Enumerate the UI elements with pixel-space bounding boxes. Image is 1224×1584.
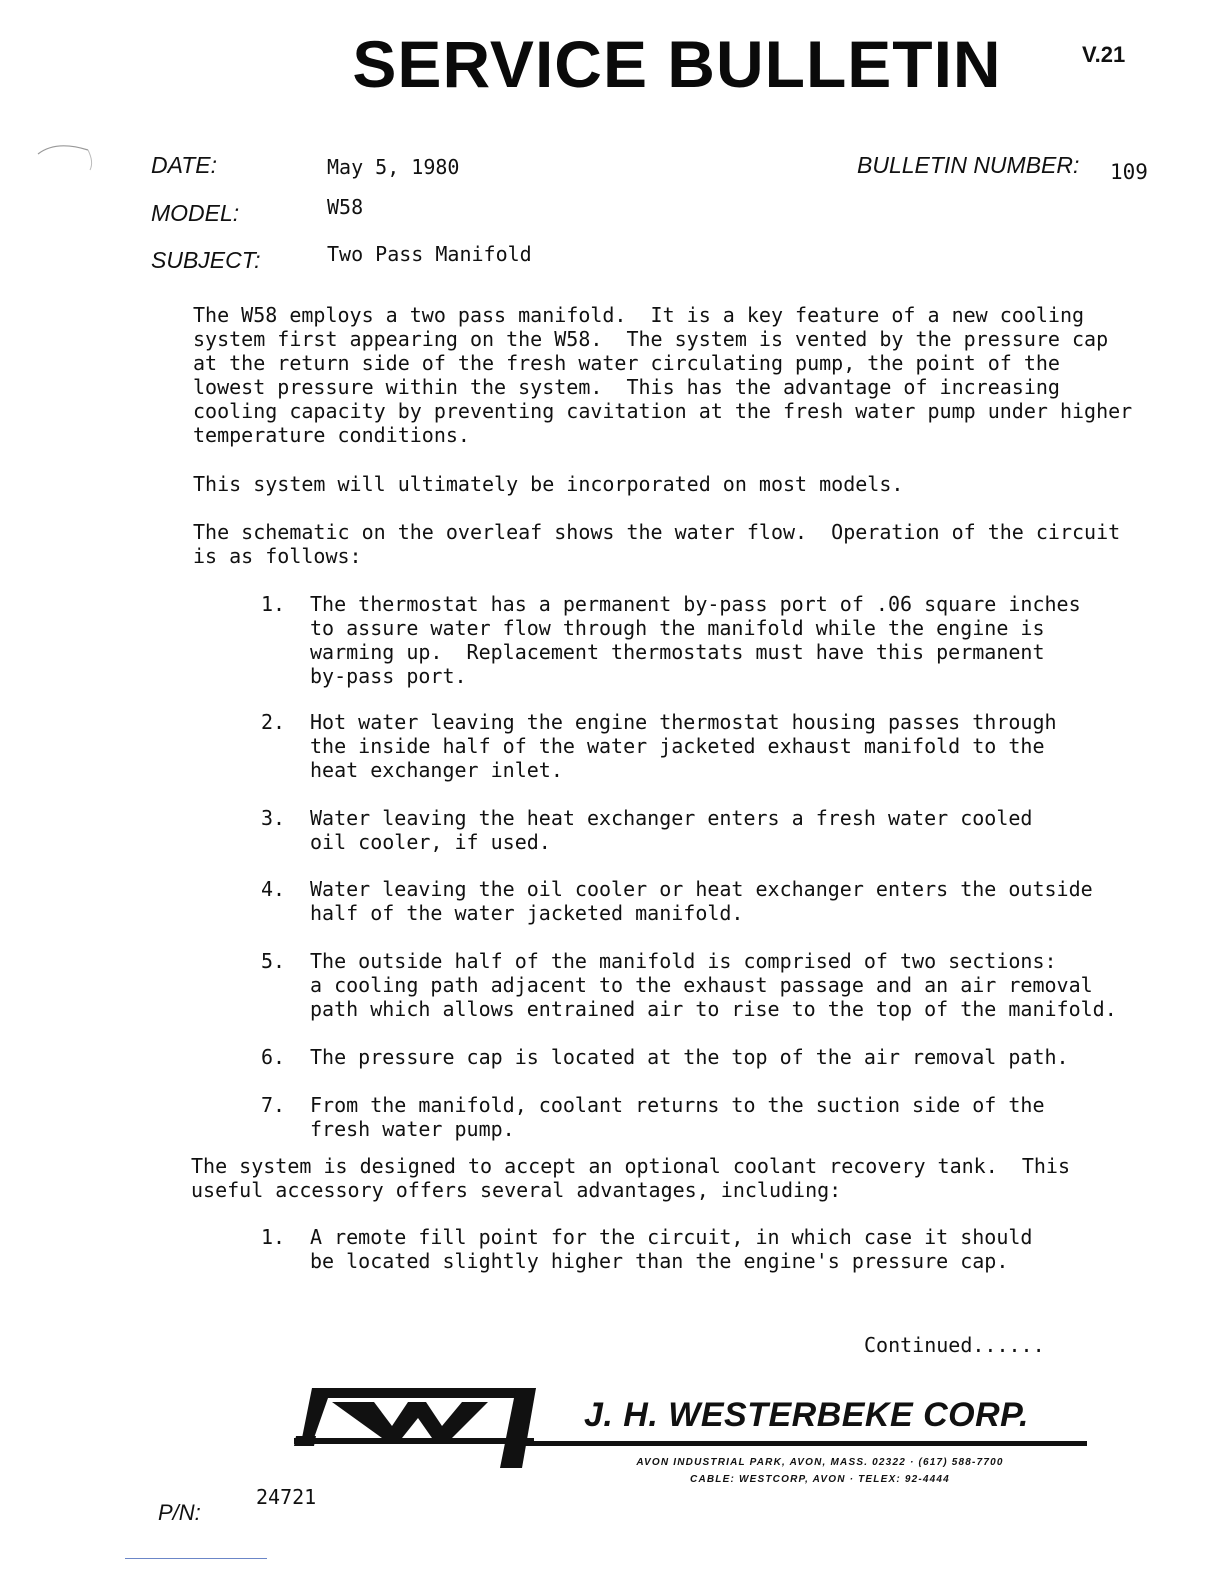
schematic-paragraph: The schematic on the overleaf shows the water flow. Operation of the circuit is as follows:	[193, 520, 1121, 568]
hole-punch-mark	[36, 138, 96, 198]
version-label: V.21	[1082, 42, 1126, 67]
part-number-value: 24721	[256, 1485, 317, 1509]
company-name: J. H. WESTERBEKE CORP.	[584, 1396, 1029, 1434]
continued-note: Continued......	[864, 1333, 1045, 1357]
list-item-text: Water leaving the oil cooler or heat exchanger enters the outside half of the water jacketed manifold.	[310, 877, 1093, 925]
list-item-number: 3.	[261, 806, 286, 830]
page-edge-line	[125, 1558, 267, 1559]
list-item-number: 1.	[261, 592, 286, 616]
list-item-number: 4.	[261, 877, 286, 901]
subject-label: SUBJECT:	[151, 247, 261, 273]
list-item-text: A remote fill point for the circuit, in which case it should be located slightly higher than the engine's pressure cap.	[310, 1225, 1033, 1273]
list-item-text: The pressure cap is located at the top of the air removal path.	[310, 1045, 1069, 1069]
company-address: AVON INDUSTRIAL PARK, AVON, MASS. 02322 · (617) 588-7700	[636, 1457, 1004, 1468]
model-label: MODEL:	[151, 200, 240, 226]
bulletin-number-label: BULLETIN NUMBER:	[857, 152, 1080, 178]
list-item-text: Hot water leaving the engine thermostat housing passes through the inside half of the water jacketed exhaust manifold to the heat exchanger inlet.	[310, 710, 1057, 782]
model-value: W58	[327, 195, 364, 219]
list-item-number: 7.	[261, 1093, 286, 1117]
part-number-label: P/N:	[158, 1500, 201, 1525]
recovery-paragraph: The system is designed to accept an optional coolant recovery tank. This useful accessory offers several advantages, including:	[191, 1154, 1070, 1202]
intro-paragraph: The W58 employs a two pass manifold. It is a key feature of a new cooling system first appearing on the W58. The system is vented by the pressure cap at the return side of the fresh water circulating pump, the point of the lowest pressure within the system. This has the advantage of increasing cooling capacity by preventing cavitation at the fresh water pump under higher temperature conditions.	[193, 303, 1133, 447]
list-item-text: The outside half of the manifold is comprised of two sections: a cooling path adjacent to the exhaust passage and an air removal path which allows entrained air to rise to the top of the manifold.	[310, 949, 1117, 1021]
date-value: May 5, 1980	[327, 155, 460, 179]
list-item-text: The thermostat has a permanent by-pass port of .06 square inches to assure water flow through the manifold while the engine is warming up. Replacement thermostats must have this permanent by-pass port.	[310, 592, 1081, 688]
list-item-text: Water leaving the heat exchanger enters a fresh water cooled oil cooler, if used.	[310, 806, 1033, 854]
list-item-number: 2.	[261, 710, 286, 734]
date-label: DATE:	[151, 152, 218, 178]
list-item-number: 5.	[261, 949, 286, 973]
list-item-number: 6.	[261, 1045, 286, 1069]
bulletin-number-value: 109	[1110, 160, 1148, 184]
list-item-text: From the manifold, coolant returns to the suction side of the fresh water pump.	[310, 1093, 1045, 1141]
company-contact: CABLE: WESTCORP, AVON · TELEX: 92-4444	[690, 1474, 950, 1485]
footer-divider	[515, 1441, 1087, 1446]
list-item-number: 1.	[261, 1225, 286, 1249]
page-title: SERVICE BULLETIN	[352, 27, 1002, 101]
incorporation-paragraph: This system will ultimately be incorporated on most models.	[193, 472, 904, 496]
subject-value: Two Pass Manifold	[327, 242, 532, 266]
westerbeke-logo-icon	[292, 1386, 537, 1474]
